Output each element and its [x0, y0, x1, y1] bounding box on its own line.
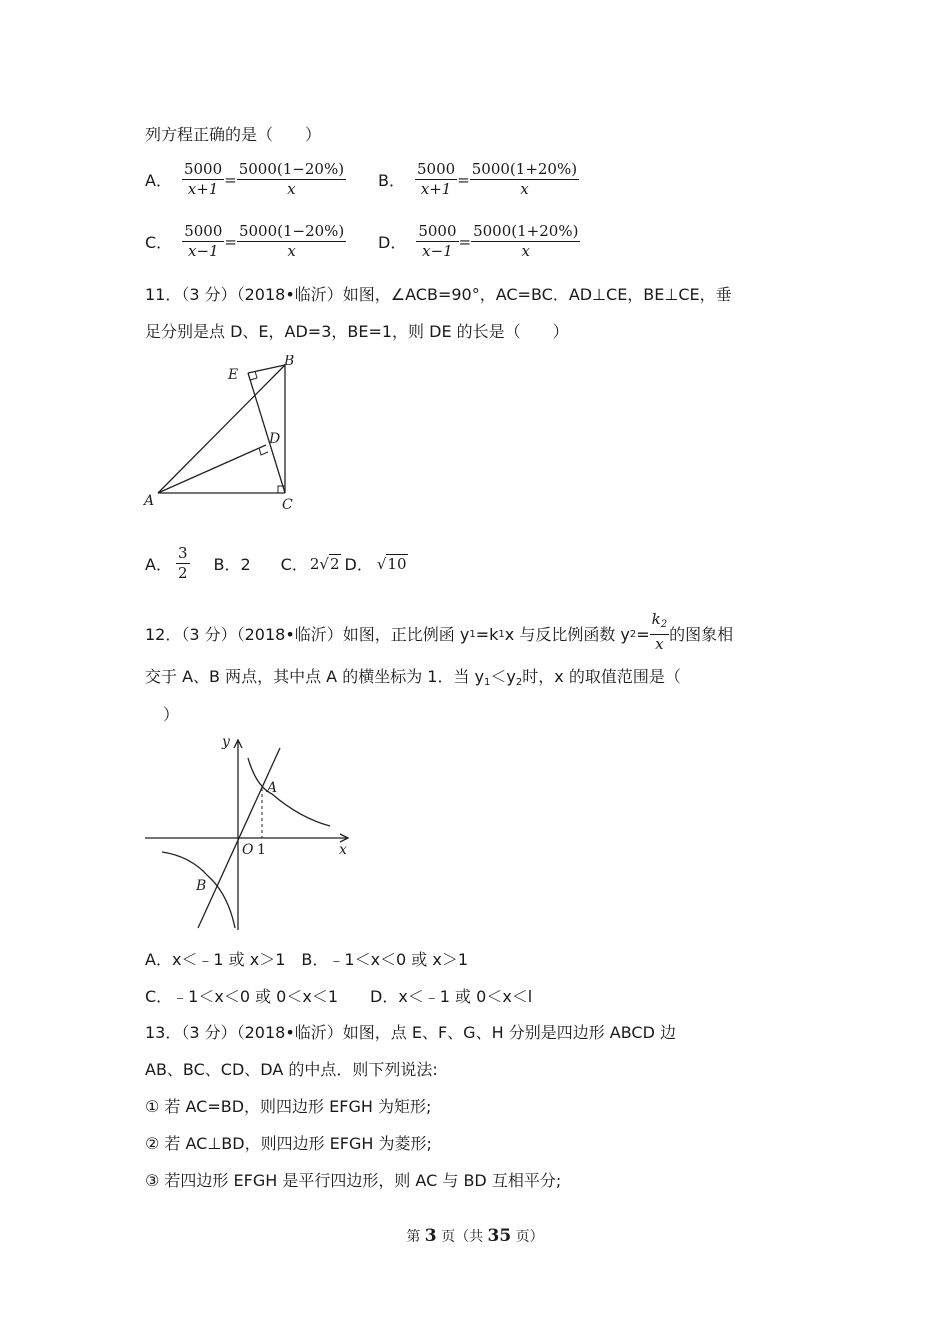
fraction: $\frac{5000(1-20\%)}{x}$ — [238, 160, 345, 198]
label-a: A — [144, 493, 155, 509]
fraction: $\frac{5000}{x-1}$ — [184, 222, 223, 260]
current-page: 3 — [424, 1226, 437, 1246]
option-label: B． — [378, 171, 405, 190]
segment-ad — [158, 445, 266, 493]
q12-stem-line2: 交于 A、B 两点，其中点 A 的横坐标为 1．当 $y_1<y_2$时，x 的取值范围是（ — [145, 667, 681, 688]
fraction: $\frac{5000(1+20\%)}{x}$ — [471, 160, 578, 198]
q12-options-row1: A．x＜﹣1 或 x＞1 B．﹣1＜x＜0 或 x＞1 — [145, 950, 469, 969]
fraction: $\frac{5000(1+20\%)}{x}$ — [473, 222, 579, 260]
q11-options: A． $\frac{3}{2}$ B．2 C． 2 √ 2 D． √ 10 — [145, 544, 407, 582]
q10-option-c: C． $\frac{5000}{x-1}$ = $\frac{5000(1-20\%)}{x}$ — [145, 222, 345, 260]
q12-graph-figure — [140, 730, 360, 935]
q13-statement-3: ③ 若四边形 EFGH 是平行四边形，则 AC 与 BD 互相平分; — [145, 1171, 562, 1190]
q10-stem-tail: 列方程正确的是（ ） — [145, 125, 322, 144]
right-angle-d — [259, 448, 268, 455]
label-origin: O — [242, 842, 254, 858]
segment-ab — [158, 365, 285, 493]
label-c: C — [282, 497, 293, 513]
page-footer: 第 3 页（共 35 页） — [406, 1226, 544, 1246]
fraction: $\frac{5000}{x-1}$ — [418, 222, 457, 260]
option-label: A． — [145, 171, 172, 190]
fraction: $\frac{3}{2}$ — [177, 544, 188, 582]
fraction: $\frac{5000(1-20\%)}{x}$ — [238, 222, 345, 260]
q12-options-row2: C．﹣1＜x＜0 或 0＜x＜1 D．x＜﹣1 或 0＜x＜l — [145, 987, 533, 1006]
fraction: $\frac{5000}{x+1}$ — [416, 160, 456, 198]
q10-option-a: A． $\frac{5000}{x+1}$ = $\frac{5000(1-20\%)}{x}$ — [145, 160, 345, 198]
total-pages: 35 — [487, 1226, 512, 1246]
option-label: C． — [145, 233, 173, 252]
fraction: $\frac{k_2}{x}$ — [651, 610, 668, 653]
q13-stem-line1: 13．（3 分）（2018•临沂）如图，点 E、F、G、H 分别是四边形 ABCD 边 — [145, 1023, 677, 1042]
q11-stem-line2: 足分别是点 D、E，AD=3，BE=1，则 DE 的长是（ ） — [145, 322, 569, 341]
label-d: D — [269, 431, 281, 447]
label-y: y — [222, 734, 230, 750]
label-one: 1 — [257, 842, 266, 858]
label-point-b: B — [196, 878, 207, 894]
q13-statement-2: ② 若 AC⊥BD，则四边形 EFGH 为菱形; — [145, 1134, 432, 1153]
option-label: D． — [378, 233, 407, 252]
label-x: x — [339, 842, 347, 858]
q12-stem-line3: ） — [163, 705, 180, 724]
fraction: $\frac{5000}{x+1}$ — [183, 160, 223, 198]
q12-stem-line1: 12．（3 分）（2018•临沂）如图，正比例函 y 1 =k 1 x 与反比例函数 y 2 = $\frac{k_2}{x}$ 的图象相 — [145, 610, 734, 653]
segment-eb — [248, 365, 285, 373]
label-e: E — [228, 367, 239, 383]
label-b: B — [284, 355, 295, 369]
q11-stem-line1: 11．（3 分）（2018•临沂）如图，∠ACB=90°，AC=BC．AD⊥CE，BE⊥CE，垂 — [145, 285, 732, 304]
q11-triangle-figure — [140, 355, 310, 515]
q10-option-b: B． $\frac{5000}{x+1}$ = $\frac{5000(1+20\%)}{x}$ — [378, 160, 578, 198]
q13-statement-1: ① 若 AC=BD，则四边形 EFGH 为矩形; — [145, 1097, 432, 1116]
label-point-a: A — [267, 780, 278, 796]
q10-option-d: D． $\frac{5000}{x-1}$ = $\frac{5000(1+20\%)}{x}$ — [378, 222, 579, 260]
q13-stem-line2: AB、BC、CD、DA 的中点．则下列说法: — [145, 1060, 438, 1079]
